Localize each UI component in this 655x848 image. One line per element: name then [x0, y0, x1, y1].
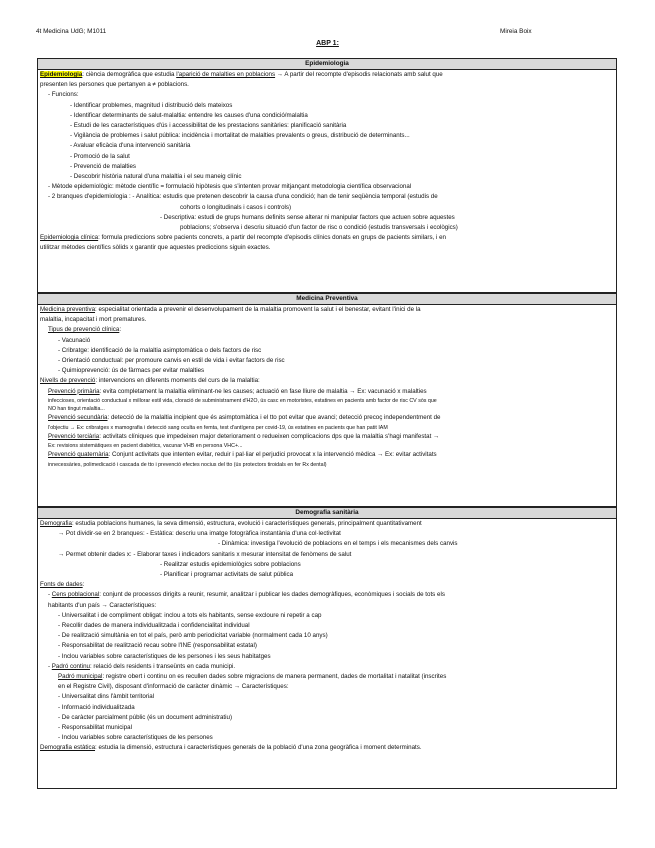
header-course: 4t Medicina UdG; M1011 [36, 28, 107, 35]
list-item: - Promoció de la salut [70, 152, 130, 160]
list-item: - Universalitat i de compliment obligat: inclou a tots els habitants, sense excloure ni repetir a cap [58, 611, 322, 619]
list-item: - Realitzar estudis epidemiològics sobre poblacions [160, 560, 301, 568]
list-item: Prevenció primària: evita completament la malaltia eliminant-ne les causes; actuació en fase lliure de malaltia → Ex: vacunació x malalties [48, 387, 427, 395]
list-item: - Identificar problemes, magnitud i distribució dels mateixos [70, 101, 233, 109]
list-item: - Descobrir història natural d'una malaltia i el seu maneig clínic [70, 173, 242, 181]
list-item: → Permet obtenir dades x: - Elaborar taxes i indicadors sanitaris x mesurar intensitat de fenòmens de salut [58, 550, 352, 558]
definition-line: Epidemiologia: ciència demogràfica que estudia l'aparició de malalties en poblacions → A partir del recompte d'episodis relacionats amb salut que [40, 71, 443, 78]
list-item: poblacions; s'observa i descriu situació d'un factor de risc o condició (estudis transversals i ecològics) [180, 224, 458, 232]
section-heading: Demografia sanitària [38, 508, 616, 519]
list-item: - Padró continu: relació dels residents i transeünts en cada municipi. [48, 662, 236, 670]
list-item: - Universalitat dins l'àmbit territorial [58, 693, 155, 701]
list-item: NO han tingut malaltia... [48, 406, 105, 413]
term-epidemiologia-clinica: Epidemiologia clínica [40, 234, 99, 242]
list-item: habitants d'un país → Característiques: [48, 601, 157, 609]
list-item: - Responsabilitat municipal [58, 724, 132, 732]
list-item: - Vacunació [58, 336, 91, 344]
list-item: cohorts o longitudinals i casos i controls) [180, 203, 292, 211]
list-item: - Responsabilitat de realització recau sobre l'INE (responsabilitat estatal) [58, 642, 257, 650]
list-item: Padró municipal: registre obert i continu on es recullen dades sobre migracions de manera permanent, dades de mortalitat i natalitat (inscrites [58, 673, 447, 681]
list-item: - Planificar i programar activitats de salut pública [160, 571, 294, 579]
list-item: - Descriptiva: estudi de grups humans definits sense alterar ni manipular factors que actuen sobre aquestes [160, 213, 455, 221]
definition-line: utilitzar mètodes científics sòlids x garantir que aquestes prediccions siguin exactes. [40, 244, 271, 252]
list-item: innecessàries, polimedicació i cascada de tto i prevenció efectes nocius del tto (ús protectors tiroidals en fer Rx dental) [48, 461, 327, 468]
list-item: - De realització simultània en tot el país, però amb periodicitat variable (normalment cada 10 anys) [58, 632, 328, 640]
subheading: Nivells de prevenció: intervencions en diferents moments del curs de la malaltia: [40, 377, 260, 385]
list-item: Prevenció quaternària: Conjunt activitats que intenten evitar, reduir i pal·liar el perjudici provocat x la intervenció mèdica → Ex: evitar activitats [48, 451, 437, 459]
term-demografia: Demografia [40, 520, 72, 527]
list-item: → Pot dividir-se en 2 branques: - Estàtica: descriu una imatge fotogràfica instantània d'una col·lectivitat [58, 530, 341, 538]
list-item: - Prevenció de malalties [70, 162, 137, 170]
list-item: - Recollir dades de manera individualitzada i confidencialitat individual [58, 622, 250, 630]
list-heading: - Funcions: [48, 91, 79, 99]
term-medicina-preventiva: Medicina preventiva [40, 306, 96, 313]
list-item: - Orientació conductual: per promoure canvis en estil de vida i evitar factors de risc [58, 357, 285, 365]
list-item: - Identificar determinants de salut-malaltia: entendre les causes d'una condició/malaltia [70, 111, 308, 119]
definition-line: Medicina preventiva: especialitat orientada a prevenir el desenvolupament de la malaltia promovent la salut i el benestar, evitant l'inici de la [40, 306, 421, 313]
list-item: - Mètode epidemiològic: mètode científic = formulació hipòtesis que s'intenten provar mitjançant metodologia científica observacional [48, 183, 412, 191]
list-item: - Estudi de les característiques d'ús i accessibilitat de les prestacions sanitàries: planificació sanitària [70, 122, 347, 130]
list-item: - Cens poblacional: conjunt de processos dirigits a reunir, resumir, analitzar i publicar les dades demogràfiques, econòmiques i socials de tots els [48, 591, 445, 599]
list-item: - De caràcter parcialment públic (és un document administratiu) [58, 713, 233, 721]
definition-line: Epidemiologia clínica: formula prediccions sobre pacients concrets, a partir del recompte d'episodis clínics donats en grups de pacients similars, i en [40, 234, 446, 242]
list-item: Ex: revisions sistemàtiques en pacient diabètics, vacunar VHB en persona VHC+... [48, 443, 243, 450]
term-demografia-estatica: Demografia estàtica [40, 744, 96, 752]
header-author: Mireia Boix [500, 28, 532, 35]
list-item: - Avaluar eficàcia d'una intervenció sanitària [70, 142, 191, 150]
section-epidemiologia [37, 58, 617, 293]
list-item: - Dinàmica: investiga l'evolució de poblacions en el temps i els mecanismes dels canvis [218, 540, 458, 548]
section-medicina-preventiva [37, 293, 617, 507]
term-epidemiologia: Epidemiologia [40, 71, 83, 78]
definition-line: malaltia, incapacitat i mort prematures. [40, 316, 147, 324]
section-demografia-sanitaria [37, 507, 617, 789]
subheading: Fonts de dades: [40, 581, 85, 589]
subheading: Tipus de prevenció clínica: [48, 326, 122, 334]
list-item: - Inclou variables sobre característiques de les persones [58, 734, 213, 742]
definition-line: Demografia: estudia poblacions humanes, la seva dimensió, estructura, evolució i característiques generals, principalment quantitativament [40, 520, 422, 527]
list-item: - Informació individualitzada [58, 703, 135, 711]
definition-line: presenten les persones que pertanyen a ≠ poblacions. [40, 81, 189, 89]
list-item: Prevenció terciària: activitats clíniques que impedeixen major deteriorament o redueixen complicacions dps que la malaltia s'hagi manifestat → [48, 432, 440, 440]
list-item: infeccioses, orientació conductual x millorar estil vida, cloració de subministrament d'H2O, ús casc en motoristes, estatines en pacients amb factor de risc CV sòs que [48, 397, 437, 404]
list-item: - 2 branques d'epidemiologia : - Analítica: estudis que pretenen descobrir la causa d'una condició; han de tenir seqüència temporal (estudis de [48, 193, 438, 201]
list-item: - Inclou variables sobre característiques de les persones i les seus habitatges [58, 652, 271, 660]
definition-line: Demografia estàtica: estudia la dimensió, estructura i característiques generals de la població d'una zona geogràfica i moment determinats. [40, 744, 422, 752]
page-title: ABP 1: [316, 40, 339, 47]
list-item: Prevenció secundària: detecció de la malaltia incipient que és asimptomàtica i el tto pot evitar que avanci; detecció precoç independentment de [48, 414, 441, 422]
section-heading: Medicina Preventiva [38, 294, 616, 305]
list-item: - Vigilància de problemes i salut pública: incidència i mortalitat de malalties prevalents o greus, distribució de determinants... [70, 132, 410, 140]
list-item: - Cribratge: identificació de la malaltia asimptomàtica o dels factors de risc [58, 346, 262, 354]
list-item: l'objectiu → Ex: cribratges x mamografia i detecció sang oculta en femta, test d'antígens per covid-19, ús estatines en pacients que han patit IAM [48, 424, 388, 431]
list-item: - Quimioprevenció: ús de fàrmacs per evitar malalties [58, 367, 205, 375]
section-heading: Epidemiologia [38, 59, 616, 70]
list-item: en el Registre Civil), disposant d'informació de caràcter dinàmic → Característiques: [58, 683, 289, 691]
